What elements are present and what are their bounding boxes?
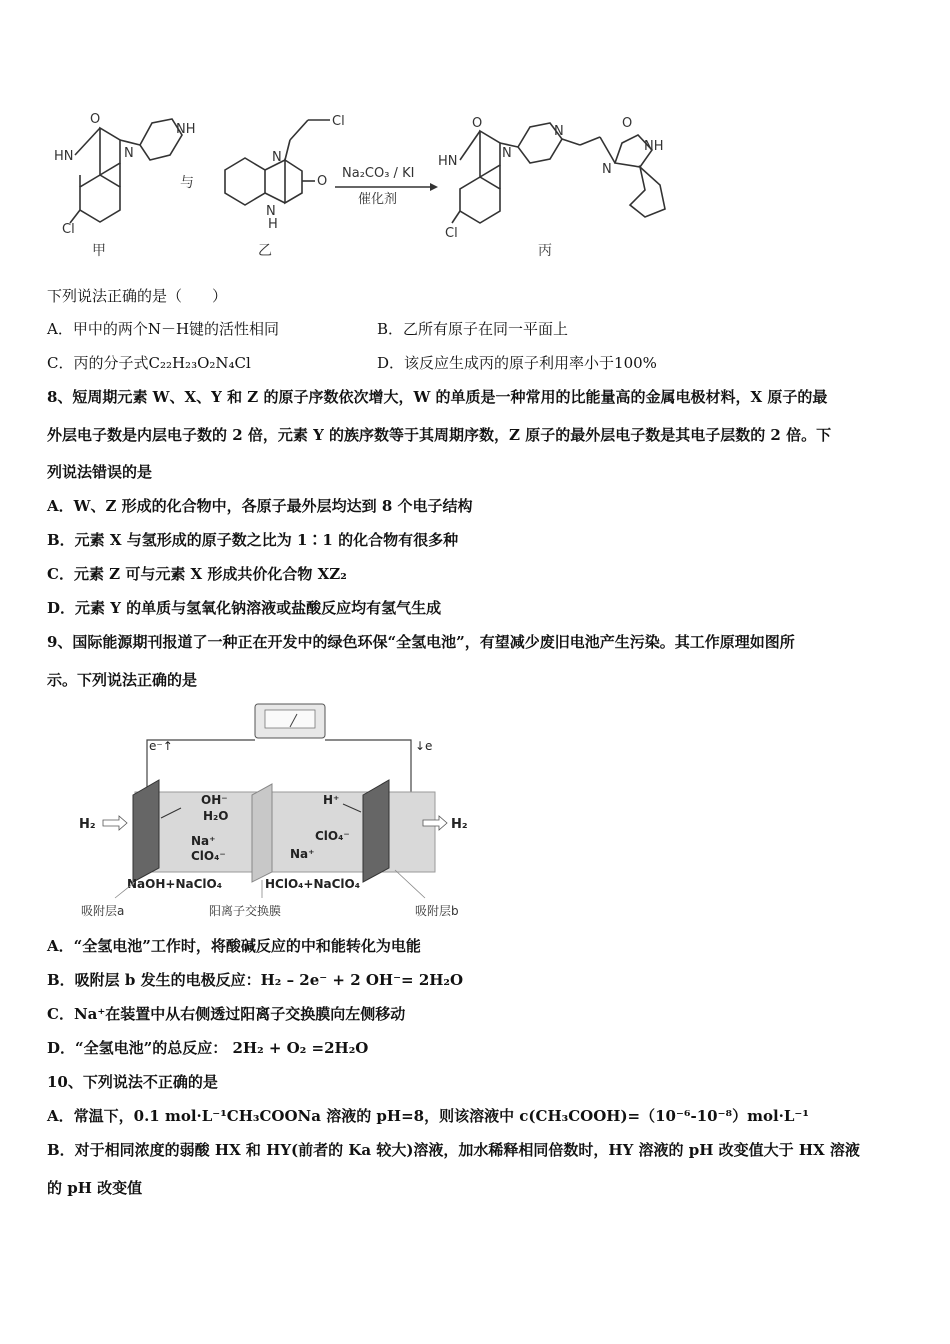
- q10-stem: 10、下列说法不正确的是: [47, 1073, 218, 1091]
- q9-stem-line1: 9、国际能源期刊报道了一种正在开发中的绿色环保“全氢电池”，有望减少废旧电池产生污染。其工作原理如图所: [47, 633, 795, 651]
- q10-option-b-line2: 的 pH 改变值: [47, 1179, 143, 1197]
- membrane-label: 阳离子交换膜: [209, 904, 282, 918]
- ion-oh: OH⁻: [201, 793, 228, 807]
- reaction-arrow: [335, 166, 438, 207]
- svg-text:催化剂: 催化剂: [358, 192, 398, 207]
- q7-option-a: A．甲中的两个N－H键的活性相同: [47, 320, 280, 338]
- svg-text:HN: HN: [438, 154, 458, 169]
- ion-clo4-right: ClO₄⁻: [315, 829, 350, 843]
- q8-option-d: D．元素 Y 的单质与氢氧化钠溶液或盐酸反应均有氢气生成: [47, 599, 442, 617]
- molecule-bing: [438, 116, 665, 241]
- q9-option-a: A．“全氢电池”工作时，将酸碱反应的中和能转化为电能: [47, 937, 421, 955]
- h2-in-label: H₂: [79, 817, 96, 832]
- h2-out-label: H₂: [451, 817, 468, 832]
- svg-text:N: N: [554, 124, 564, 139]
- ion-clo4-left: ClO₄⁻: [191, 849, 226, 863]
- svg-text:Cl: Cl: [62, 222, 75, 237]
- q10-option-a: A．常温下，0.1 mol·L⁻¹CH₃COONa 溶液的 pH=8，则该溶液中 c(CH₃COOH)=（10⁻⁶-10⁻⁸）mol·L⁻¹: [47, 1107, 809, 1125]
- svg-text:Cl: Cl: [332, 114, 345, 129]
- svg-text:O: O: [317, 174, 328, 189]
- galvanometer-icon: [255, 704, 325, 738]
- svg-text:O: O: [622, 116, 633, 131]
- svg-text:N: N: [272, 150, 282, 165]
- ion-h2o: H₂O: [203, 809, 229, 823]
- svg-text:NH: NH: [644, 139, 664, 154]
- svg-text:NH: NH: [176, 122, 196, 137]
- q9-stem-line2: 示。下列说法正确的是: [47, 671, 198, 689]
- svg-text:Na₂CO₃ / KI: Na₂CO₃ / KI: [342, 166, 415, 181]
- adsorption-layer-a-label: 吸附层a: [81, 904, 125, 918]
- electron-right-label: ↓e: [415, 739, 433, 753]
- svg-text:O: O: [90, 112, 101, 127]
- svg-text:N: N: [124, 146, 134, 161]
- svg-text:Cl: Cl: [445, 226, 458, 241]
- hydrogen-battery-diagram: [75, 700, 495, 925]
- left-solution-label: NaOH+NaClO₄: [127, 877, 222, 891]
- svg-text:N: N: [602, 162, 612, 177]
- q9-option-d: D．“全氢电池”的总反应： 2H₂ + O₂ =2H₂O: [47, 1039, 369, 1057]
- q7-option-c: C．丙的分子式C₂₂H₂₃O₂N₄Cl: [47, 354, 251, 372]
- q8-option-c: C．元素 Z 可与元素 X 形成共价化合物 XZ₂: [47, 565, 347, 583]
- q8-option-b: B．元素 X 与氢形成的原子数之比为 1∶1 的化合物有很多种: [47, 531, 459, 549]
- label-jia: 甲: [92, 243, 106, 259]
- svg-text:N: N: [266, 204, 276, 219]
- adsorption-layer-b-label: 吸附层b: [415, 904, 459, 918]
- label-bing: 丙: [538, 243, 552, 259]
- svg-text:H: H: [268, 217, 278, 232]
- svg-text:HN: HN: [54, 149, 74, 164]
- svg-text:O: O: [472, 116, 483, 131]
- q9-option-b: B．吸附层 b 发生的电极反应：H₂ – 2e⁻ + 2 OH⁻= 2H₂O: [47, 971, 464, 989]
- q9-option-c: C．Na⁺在装置中从右侧透过阳离子交换膜向左侧移动: [47, 1005, 406, 1023]
- q7-option-b: B．乙所有原子在同一平面上: [377, 320, 569, 338]
- ion-na-right: Na⁺: [290, 847, 315, 861]
- q8-option-a: A．W、Z 形成的化合物中，各原子最外层均达到 8 个电子结构: [47, 497, 473, 515]
- q8-stem-line2: 外层电子数是内层电子数的 2 倍，元素 Y 的族序数等于其周期序数，Z 原子的最外层电子数是其电子层数的 2 倍。下: [47, 426, 832, 444]
- ion-h: H⁺: [323, 793, 340, 807]
- svg-text:N: N: [502, 146, 512, 161]
- ion-na-left: Na⁺: [191, 834, 216, 848]
- and-text: 与: [180, 175, 194, 191]
- q10-option-b-line1: B．对于相同浓度的弱酸 HX 和 HY(前者的 Ka 较大)溶液，加水稀释相同倍数时，HY 溶液的 pH 改变值大于 HX 溶液: [47, 1141, 860, 1159]
- electron-left-label: e⁻↑: [149, 739, 173, 753]
- molecule-yi: [225, 114, 345, 232]
- q7-stem: 下列说法正确的是（ ）: [47, 287, 228, 305]
- q7-option-d: D．该反应生成丙的原子利用率小于100%: [377, 354, 657, 372]
- reaction-scheme: [40, 105, 740, 270]
- label-yi: 乙: [258, 243, 272, 259]
- molecule-jia: [54, 112, 196, 237]
- q8-stem-line1: 8、短周期元素 W、X、Y 和 Z 的原子序数依次增大，W 的单质是一种常用的比能量高的金属电极材料，X 原子的最: [47, 388, 828, 406]
- q8-stem-line3: 列说法错误的是: [47, 463, 153, 481]
- right-solution-label: HClO₄+NaClO₄: [265, 877, 360, 891]
